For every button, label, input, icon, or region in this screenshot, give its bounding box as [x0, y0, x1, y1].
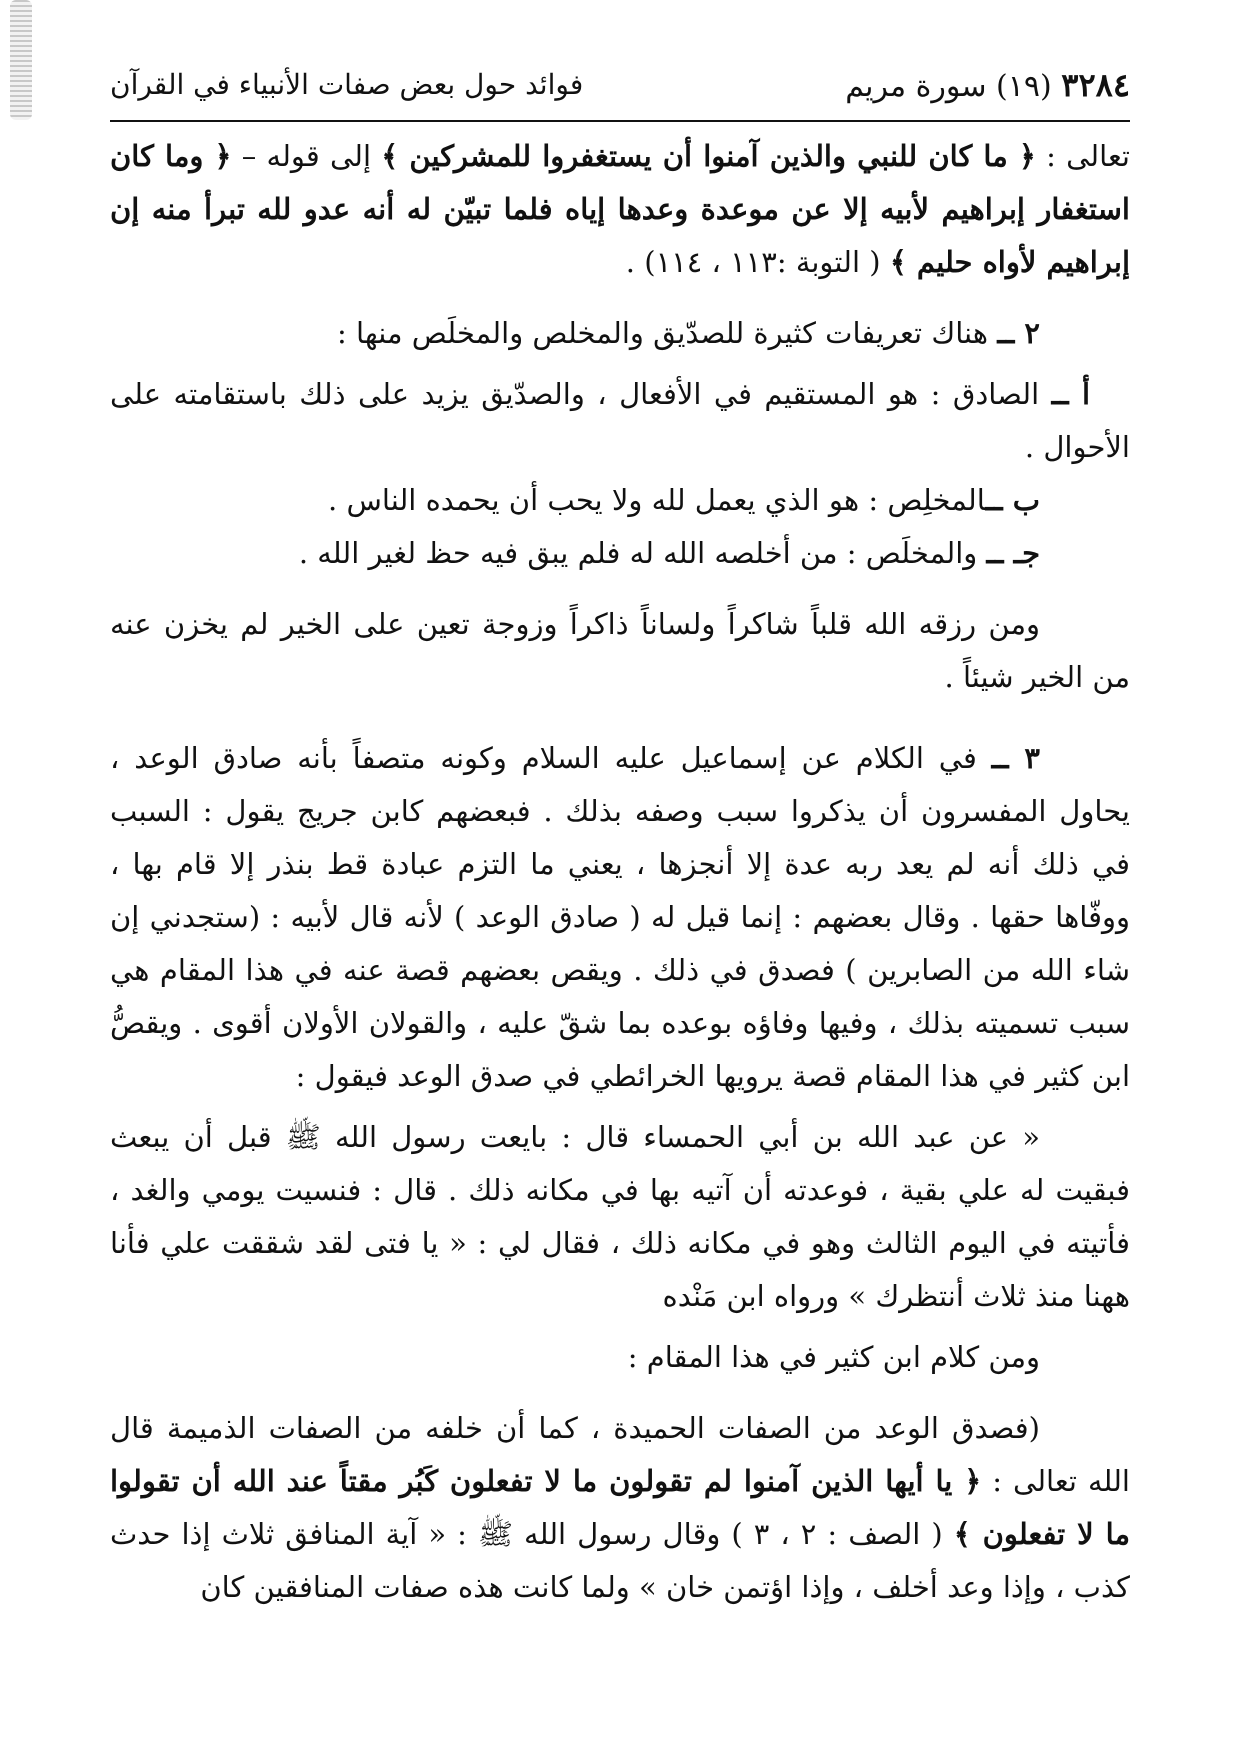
p1-verse-1: ﴿ ما كان للنبي والذين آمنوا أن يستغفروا للمشركين ﴾	[381, 139, 1036, 173]
p7-text: في الكلام عن إسماعيل عليه السلام وكونه متصفاً بأنه صادق الوعد ، يحاول المفسرون أن يذكروا سبب وصفه بذلك . فبعضهم كابن جريج يقول : السبب في ذلك أنه لم يعد ربه عدة إلا أنجزها ، يعني ما التزم عبادة قط بنذر إلا قام بها ، ووفّاها حقها . وقال بعضهم : إنما قيل له ( صادق الوعد ) لأنه قال لأبيه : (ستجدني إن شاء الله من الصابرين ) فصدق في ذلك . ويقص بعضهم قصة عنه في هذا المقام هي سبب تسميته بذلك ، وفيها وفاؤه بوعده بما شقّ عليه ، والقولان الأولان أقوى . ويقصُّ ابن كثير في هذا المقام قصة يرويها الخرائطي في صدق الوعد فيقول :	[110, 741, 1130, 1093]
page-body	[110, 130, 1130, 1614]
p1-verse-2: ﴿ وما كان استغفار إبراهيم لأبيه إلا عن موعدة وعدها إياه فلما تبيّن له أنه عدو لله تبرأ منه إن إبراهيم لأواه حليم ﴾	[110, 139, 1130, 279]
page-header	[110, 58, 1130, 122]
p2-marker: ٢ ــ	[997, 316, 1040, 350]
p7-marker: ٣ ــ	[991, 741, 1040, 775]
paragraph-7	[110, 732, 1130, 1103]
paragraph-4	[110, 474, 1130, 527]
p1-citation: ( التوبة :١١٣ ، ١١٤) .	[625, 245, 890, 279]
p1-text-c: إلى قوله –	[231, 139, 382, 173]
chapter-title: فوائد حول بعض صفات الأنبياء في القرآن	[110, 68, 584, 101]
p4-text: المخلِص : هو الذي يعمل لله ولا يحب أن يحمده الناس .	[328, 483, 986, 517]
p3-text: الصادق : هو المستقيم في الأفعال ، والصدّيق يزيد على ذلك باستقامته على الأحوال .	[110, 377, 1130, 464]
p10-verse: ﴿ يا أيها الذين آمنوا لم تقولون ما لا تفعلون كَبُر مقتاً عند الله أن تقولوا ما لا تفعلون ﴾	[110, 1464, 1130, 1551]
paragraph-2	[110, 307, 1130, 360]
paragraph-6: ومن رزقه الله قلباً شاكراً ولساناً ذاكراً وزوجة تعين على الخير لم يخزن عنه من الخير شيئاً .	[110, 607, 1130, 694]
p3-marker: أ ــ	[1051, 377, 1090, 411]
header-right	[845, 66, 1130, 104]
p1-text-a: تعالى :	[1035, 139, 1131, 173]
paragraph-5	[110, 527, 1130, 580]
paragraph-1	[110, 130, 1130, 289]
p5-text: والمخلَص : من أخلصه الله له فلم يبق فيه حظ لغير الله .	[298, 536, 987, 570]
paragraph-8-hadith: « عن عبد الله بن أبي الحمساء قال : بايعت رسول الله ﷺ قبل أن يبعث فبقيت له علي بقية ، فوعدته أن آتيه بها في مكانه ذلك . قال : فنسيت يومي والغد ، فأتيته في اليوم الثالث وهو في مكانه ذلك ، فقال لي : « يا فتى لقد شققت علي فأنا ههنا منذ ثلاث أنتظرك » ورواه ابن مَنْده	[110, 1120, 1130, 1313]
p10-text-c: ( الصف : ٢ ، ٣ ) وقال رسول الله ﷺ : « آية المنافق ثلاث إذا حدث كذب ، وإذا وعد أخلف ، وإذا اؤتمن خان » ولما كانت هذه صفات المنافقين كان	[110, 1517, 1130, 1604]
p2-text: هناك تعريفات كثيرة للصدّيق والمخلص والمخلَص منها :	[337, 316, 998, 350]
scan-edge-mark	[10, 0, 32, 120]
page-number: ٣٢٨٤	[1061, 66, 1130, 104]
paragraph-3	[110, 368, 1130, 474]
p4-marker: ب ــ	[985, 483, 1040, 517]
paragraph-10	[110, 1402, 1130, 1614]
paragraph-9: ومن كلام ابن كثير في هذا المقام :	[627, 1340, 1040, 1374]
surah-label: (١٩) سورة مريم	[845, 69, 1052, 104]
p5-marker: جـ ــ	[986, 536, 1040, 570]
p10-text-a: (فصدق الوعد من الصفات الحميدة ، كما أن خلفه من الصفات الذميمة قال الله تعالى :	[110, 1411, 1130, 1498]
